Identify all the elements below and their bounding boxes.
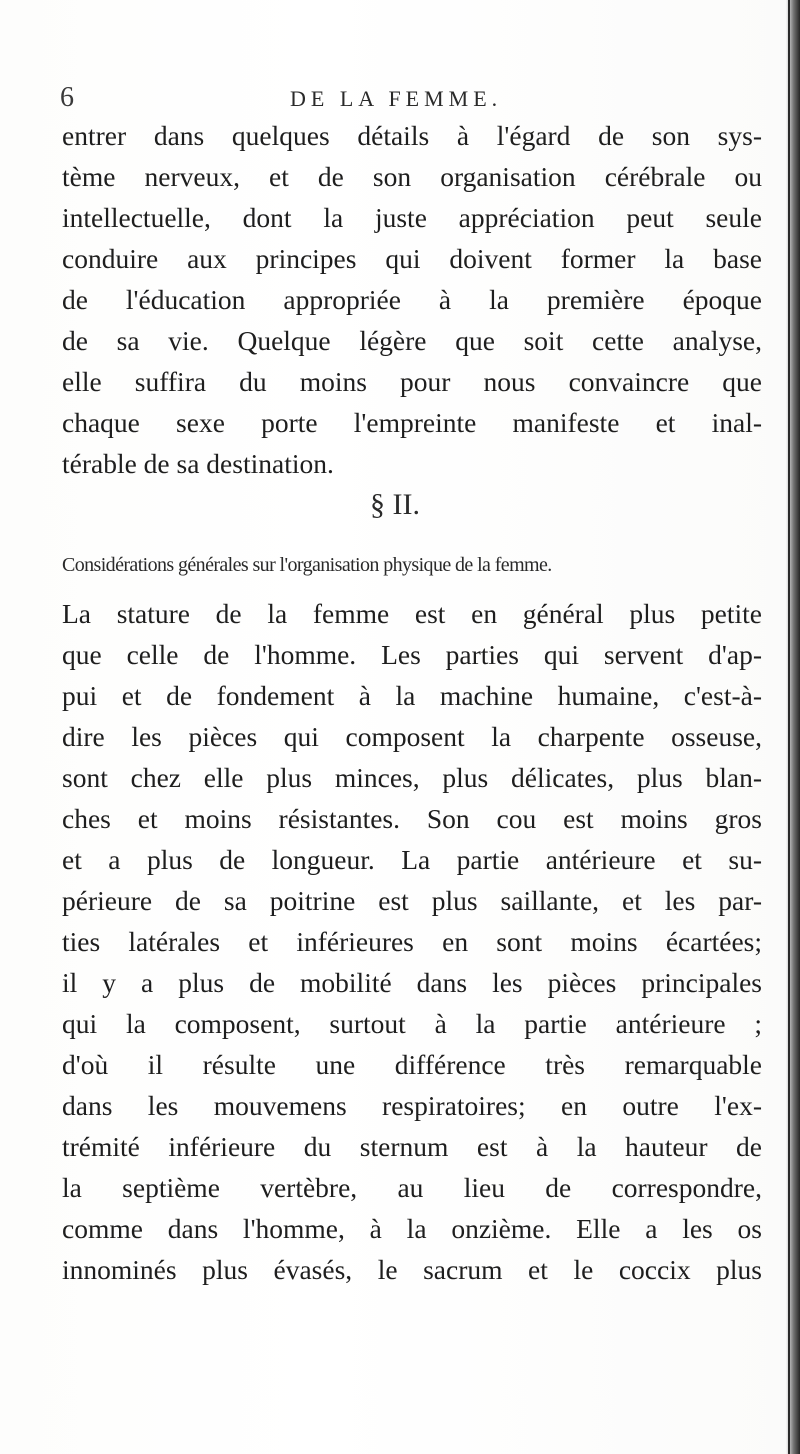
text-line: intellectuelle, dont la juste appréciation peut seule xyxy=(62,202,762,233)
text-line: trémité inférieure du sternum est à la hauteur de xyxy=(62,1131,762,1162)
text-line: pui et de fondement à la machine humaine, c'est-à- xyxy=(62,680,762,711)
text-line: ches et moins résistantes. Son cou est moins gros xyxy=(62,803,762,834)
text-line: périeure de sa poitrine est plus saillante, et les par- xyxy=(62,885,762,916)
text-line: elle suffira du moins pour nous convaincre que xyxy=(62,366,762,397)
text-line: et a plus de longueur. La partie antérieure et su- xyxy=(62,844,762,875)
text-line: la septième vertèbre, au lieu de correspondre, xyxy=(62,1172,762,1203)
text-line: ties latérales et inférieures en sont moins écartées; xyxy=(62,926,762,957)
text-line: innominés plus évasés, le sacrum et le coccix plus xyxy=(62,1254,762,1285)
text-line: dans les mouvemens respiratoires; en outre l'ex- xyxy=(62,1090,762,1121)
text-line: comme dans l'homme, à la onzième. Elle a les os xyxy=(62,1213,762,1244)
running-head: DE LA FEMME. xyxy=(290,86,503,111)
text-line: chaque sexe porte l'empreinte manifeste et inal- xyxy=(62,407,762,438)
text-line: de l'éducation appropriée à la première époque xyxy=(62,284,762,315)
text-line: qui la composent, surtout à la partie antérieure ; xyxy=(62,1008,762,1039)
text-line: conduire aux principes qui doivent former la base xyxy=(62,243,762,274)
text-line: tème nerveux, et de son organisation cérébrale ou xyxy=(62,161,762,192)
text-line: térable de sa destination. xyxy=(62,448,334,479)
text-line: de sa vie. Quelque légère que soit cette analyse, xyxy=(62,325,762,356)
text-line: dire les pièces qui composent la charpente osseuse, xyxy=(62,721,762,752)
text-line: d'où il résulte une différence très remarquable xyxy=(62,1049,762,1080)
text-line: que celle de l'homme. Les parties qui servent d'ap- xyxy=(62,639,762,670)
text-line: entrer dans quelques détails à l'égard de son sys- xyxy=(62,120,762,151)
page-edge-line xyxy=(788,0,790,1454)
section-title: Considérations générales sur l'organisation physique de la femme. xyxy=(62,554,552,576)
text-line: il y a plus de mobilité dans les pièces principales xyxy=(62,967,762,998)
text-line: La stature de la femme est en général plus petite xyxy=(62,598,762,629)
page-number: 6 xyxy=(60,82,74,113)
section-mark: § II. xyxy=(370,488,420,521)
page-header xyxy=(60,82,760,116)
text-line: sont chez elle plus minces, plus délicates, plus blan- xyxy=(62,762,762,793)
